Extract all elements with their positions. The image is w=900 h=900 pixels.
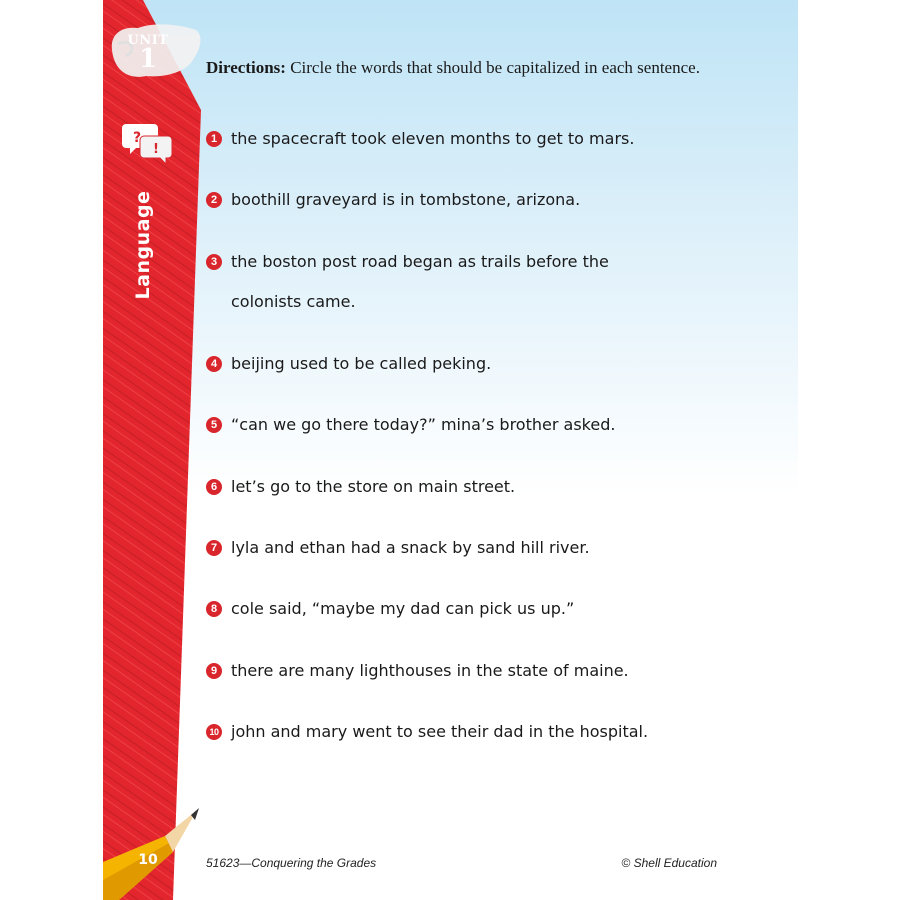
- directions-body: Circle the words that should be capitalized in each sentence.: [290, 58, 700, 77]
- item-sentence: lyla and ethan had a snack by sand hill river.: [231, 538, 590, 557]
- item-sentence: the boston post road began as trails before the: [231, 252, 609, 271]
- directions-label: Directions:: [206, 58, 286, 77]
- item-sentence: john and mary went to see their dad in the hospital.: [231, 722, 649, 741]
- item-number: 9: [206, 663, 222, 679]
- item-sentence-continued: colonists came.: [231, 292, 356, 311]
- footer-title: 51623—Conquering the Grades: [206, 856, 377, 870]
- item-sentence: “can we go there today?” mina’s brother asked.: [231, 415, 616, 434]
- subject-label: Language: [132, 190, 154, 300]
- footer-copyright: © Shell Education: [621, 856, 717, 870]
- item-number: 4: [206, 356, 222, 372]
- bottom-dotted-rule: [206, 87, 718, 91]
- directions-text: [206, 58, 700, 78]
- item-number: 7: [206, 540, 222, 556]
- item-sentence: let’s go to the store on main street.: [231, 477, 516, 496]
- item-sentence: beijing used to be called peking.: [231, 354, 492, 373]
- top-dotted-rule: [206, 43, 718, 47]
- unit-number: 1: [138, 44, 158, 74]
- svg-text:?: ?: [133, 130, 142, 146]
- item-sentence: boothill graveyard is in tombstone, arizona.: [231, 190, 581, 209]
- item-number: 8: [206, 601, 222, 617]
- svg-text:!: !: [153, 142, 159, 157]
- unit-label: UNIT: [127, 33, 169, 48]
- page-number: 10: [138, 852, 158, 868]
- item-number: 3: [206, 254, 222, 270]
- item-sentence: there are many lighthouses in the state of maine.: [231, 661, 629, 680]
- item-number: 6: [206, 479, 222, 495]
- item-number: 1: [206, 131, 222, 147]
- item-sentence: cole said, “maybe my dad can pick us up.”: [231, 599, 575, 618]
- item-sentence: the spacecraft took eleven months to get to mars.: [231, 129, 635, 148]
- item-number: 5: [206, 417, 222, 433]
- item-number: 10: [206, 724, 222, 740]
- item-number: 2: [206, 192, 222, 208]
- speech-bubbles-icon: [122, 120, 174, 166]
